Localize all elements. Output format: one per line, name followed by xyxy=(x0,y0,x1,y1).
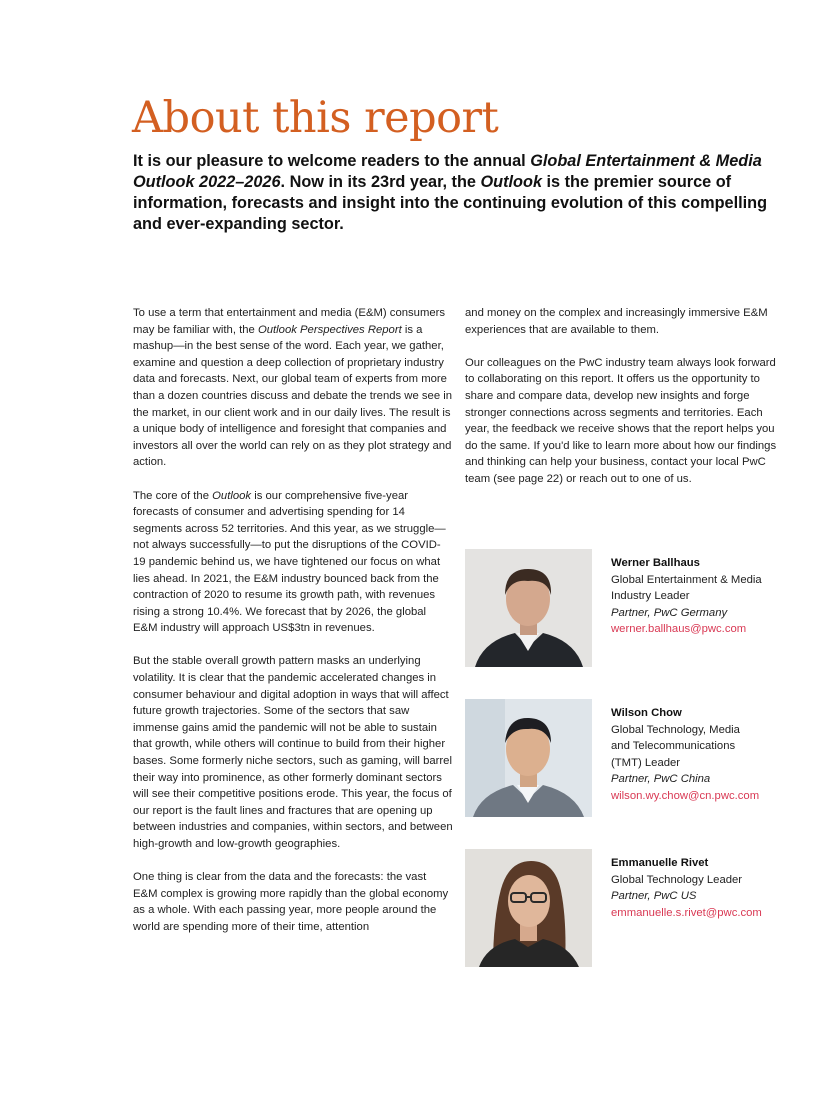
portrait-image xyxy=(465,549,592,667)
portrait-photo xyxy=(465,699,592,817)
contact-title-line: Global Entertainment & Media xyxy=(611,573,762,586)
outlook-name: Outlook xyxy=(212,489,252,502)
contact-card xyxy=(465,549,795,667)
contact-info xyxy=(611,855,801,921)
contact-title-line: Global Technology Leader xyxy=(611,873,743,886)
contact-role: Partner, PwC US xyxy=(611,890,697,903)
portrait-photo xyxy=(465,849,592,967)
body-paragraph xyxy=(133,488,453,637)
contact-title-line: and Telecommunications xyxy=(611,740,736,753)
contact-name: Wilson Chow xyxy=(611,707,682,719)
lede-outlook: Outlook xyxy=(480,173,542,191)
lede-text: It is our pleasure to welcome readers to the annual xyxy=(133,152,531,170)
body-paragraph: But the stable overall growth pattern masks an underlying volatility. It is clear that the pandemic accelerated changes in consumer behaviour and digital adoption in ways that will affect future growth trajectories. Some of the sectors that saw immense gains amid the pandemic will not be able to sustain that growth, while others will continue to build from their higher bases. Some formerly niche sectors, such as gaming, will barrel their way into prominence, as other formerly dominant sectors will see their competitive positions erode. This year, the focus of our report is the fault lines and fractures that are opening up between industries and companies, within sectors, and between high-growth and low-growth geographies. xyxy=(133,655,453,850)
portrait-image xyxy=(465,849,592,967)
contact-role: Partner, PwC Germany xyxy=(611,606,728,619)
contact-name: Emmanuelle Rivet xyxy=(611,857,709,869)
contact-info xyxy=(611,705,801,805)
contact-card xyxy=(465,849,795,967)
lede-text: . Now in its 23rd year, the xyxy=(280,173,481,191)
contact-card xyxy=(465,699,795,817)
contact-email-link[interactable]: wilson.wy.chow@cn.pwc.com xyxy=(611,789,760,802)
contact-info xyxy=(611,555,801,638)
contact-email-link[interactable]: werner.ballhaus@pwc.com xyxy=(611,623,747,636)
body-paragraph: and money on the complex and increasingly immersive E&M experiences that are available to them. xyxy=(465,307,768,336)
paragraph-text: is a mashup—in the best sense of the word. Each year, we gather, examine and question a deep collection of proprietary industry data and forecasts. Next, our global team of experts from more than a dozen countries discuss and debate the trends we see in the market, in our client work and in our daily lives. The result is a unique body of intelligence and foresight that companies and investors all over the world can rely on as they plot strategy and action. xyxy=(133,323,453,469)
contact-email-link[interactable]: emmanuelle.s.rivet@pwc.com xyxy=(611,906,762,919)
portrait-photo xyxy=(465,549,592,667)
paragraph-text: is our comprehensive five-year forecasts of consumer and advertising spending for 14 segments across 52 territories. And this year, as we struggle—not always successfully—to put the disruptions of the COVID-19 pandemic behind us, we have tightened our focus on what lies ahead. In 2021, the E&M industry bounced back from the contraction of 2020 to resume its growth path, with revenues rising a strong 10.4%. We forecast that by 2026, the global E&M industry will approach US$3tn in revenues. xyxy=(133,489,446,635)
contact-title-line: Industry Leader xyxy=(611,590,690,603)
contact-role: Partner, PwC China xyxy=(611,773,711,786)
body-paragraph: One thing is clear from the data and the forecasts: the vast E&M complex is growing more rapidly than the global economy as a whole. With each passing year, more people around the world are spending more of their time, attention xyxy=(133,871,449,933)
lede-text: is the premier source of information, forecasts and insight into the continuing evolution of this compelling and ever-expanding sector. xyxy=(133,173,768,233)
lede-report-title: Global Entertainment & Media Outlook 2022–2026 xyxy=(133,152,762,191)
paragraph-text: To use a term that entertainment and media (E&M) consumers may be familiar with, the xyxy=(133,307,446,336)
intro-lede xyxy=(133,151,783,235)
page-title: About this report xyxy=(132,93,499,143)
body-paragraph xyxy=(133,305,453,471)
contact-title-line: Global Technology, Media xyxy=(611,723,740,736)
contact-name: Werner Ballhaus xyxy=(611,557,700,569)
contact-title-line: (TMT) Leader xyxy=(611,756,681,769)
report-name: Outlook Perspectives Report xyxy=(257,323,402,336)
body-column-right xyxy=(465,305,780,504)
portrait-image xyxy=(465,699,592,817)
body-paragraph: Our colleagues on the PwC industry team always look forward to collaborating on this report. It offers us the opportunity to share and compare data, develop new insights and forge stronger connections across segments and territories. Each year, the feedback we receive shows that the report helps you do the same. If you'd like to learn more about how our findings and thinking can help your business, contact your local PwC team (see page 22) or reach out to one of us. xyxy=(465,356,777,485)
body-column-left xyxy=(133,305,453,952)
paragraph-text: The core of the xyxy=(133,489,213,502)
